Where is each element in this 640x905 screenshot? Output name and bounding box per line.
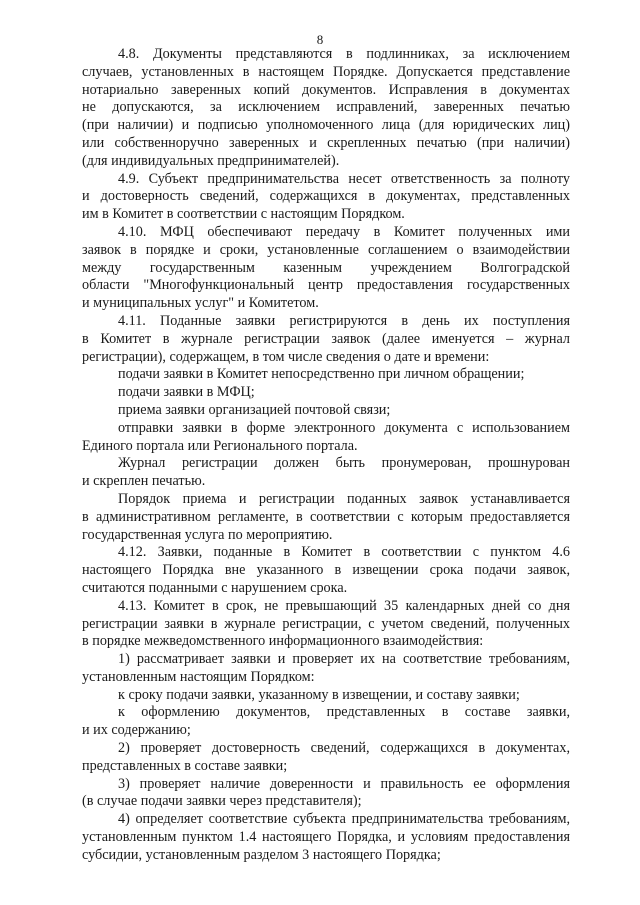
text-line: субсидии, установленным разделом 3 настоящего Порядка; <box>82 846 441 863</box>
text-line: 4) определяет соответствие субъекта предпринимательства требованиям, <box>118 811 570 828</box>
text-line: 4.11. Поданные заявки регистрируются в день их поступления <box>118 312 570 329</box>
text-line: Единого портала или Регионального портала. <box>82 437 358 454</box>
text-line: подачи заявки в Комитет непосредственно при личном обращении; <box>118 366 525 383</box>
text-line: и достоверность сведений, содержащихся в документах, представленных <box>82 188 570 205</box>
text-line: между государственным казенным учреждением Волгоградской <box>82 259 570 276</box>
text-line: государственная услуга по мероприятию. <box>82 526 333 543</box>
text-line: (в случае подачи заявки через представителя); <box>82 793 362 810</box>
text-line: к сроку подачи заявки, указанному в извещении, и составу заявки; <box>118 686 520 703</box>
text-line: в административном регламенте, в соответствии с которым предоставляется <box>82 508 570 525</box>
text-line: 4.12. Заявки, поданные в Комитет в соответствии с пунктом 4.6 <box>118 544 570 561</box>
text-line: регистрации), содержащем, в том числе сведения о дате и времени: <box>82 348 490 365</box>
text-line: области "Многофункциональный центр предоставления государственных <box>82 277 570 294</box>
text-line: и их содержанию; <box>82 722 191 739</box>
page-number: 8 <box>316 32 324 47</box>
text-line: настоящего Порядка вне указанного в извещении срока подачи заявок, <box>82 562 570 579</box>
text-line: нотариально заверенных копий документов. Исправления в документах <box>82 81 570 98</box>
text-line: в порядке межведомственного информационного взаимодействия: <box>82 633 484 650</box>
document-body <box>82 46 570 865</box>
text-line: считаются поданными с нарушением срока. <box>82 579 348 596</box>
text-line: и скреплен печатью. <box>82 473 206 490</box>
text-line: установленным пунктом 1.4 настоящего Порядка, и условиям предоставления <box>82 829 570 846</box>
text-line: Порядок приема и регистрации поданных заявок устанавливается <box>118 490 570 507</box>
text-line: 4.10. МФЦ обеспечивают передачу в Комитет полученных ими <box>118 223 570 240</box>
text-line: подачи заявки в МФЦ; <box>118 384 255 401</box>
text-line: приема заявки организацией почтовой связи; <box>118 401 391 418</box>
text-line: Журнал регистрации должен быть пронумерован, прошнурован <box>118 455 570 472</box>
text-line: или собственноручно заверенных и скрепленных печатью (при наличии) <box>82 134 570 151</box>
text-line: 4.13. Комитет в срок, не превышающий 35 календарных дней со дня <box>118 597 570 614</box>
text-line: в Комитет в журнале регистрации заявок (далее именуется – журнал <box>82 330 570 347</box>
text-line: 1) рассматривает заявки и проверяет их на соответствие требованиям, <box>118 651 570 668</box>
text-line: установленным настоящим Порядком: <box>82 668 315 685</box>
text-line: 3) проверяет наличие доверенности и правильность ее оформления <box>118 775 570 792</box>
text-line: заявок в порядке и сроки, установленные соглашением о взаимодействии <box>82 241 570 258</box>
text-line: регистрации заявки в журнале регистрации, с учетом сведений, полученных <box>82 615 570 632</box>
text-line: и муниципальных услуг" и Комитетом. <box>82 295 319 312</box>
text-line: (при наличии) и подписью уполномоченного лица (для юридических лиц) <box>82 117 570 134</box>
text-line: (для индивидуальных предпринимателей). <box>82 152 340 169</box>
text-line: 4.9. Субъект предпринимательства несет ответственность за полноту <box>118 170 570 187</box>
text-line: представленных в составе заявки; <box>82 757 288 774</box>
text-line: отправки заявки в форме электронного документа с использованием <box>118 419 570 436</box>
text-line: 4.8. Документы представляются в подлинниках, за исключением <box>118 46 570 62</box>
text-line: не допускаются, за исключением исправлений, заверенных печатью <box>82 99 570 116</box>
text-line: к оформлению документов, представленных в составе заявки, <box>118 704 570 721</box>
text-line: 2) проверяет достоверность сведений, содержащихся в документах, <box>118 740 570 757</box>
text-line: случаев, установленных в настоящем Порядке. Допускается представление <box>82 63 570 80</box>
text-line: им в Комитет в соответствии с настоящим Порядком. <box>82 206 405 223</box>
